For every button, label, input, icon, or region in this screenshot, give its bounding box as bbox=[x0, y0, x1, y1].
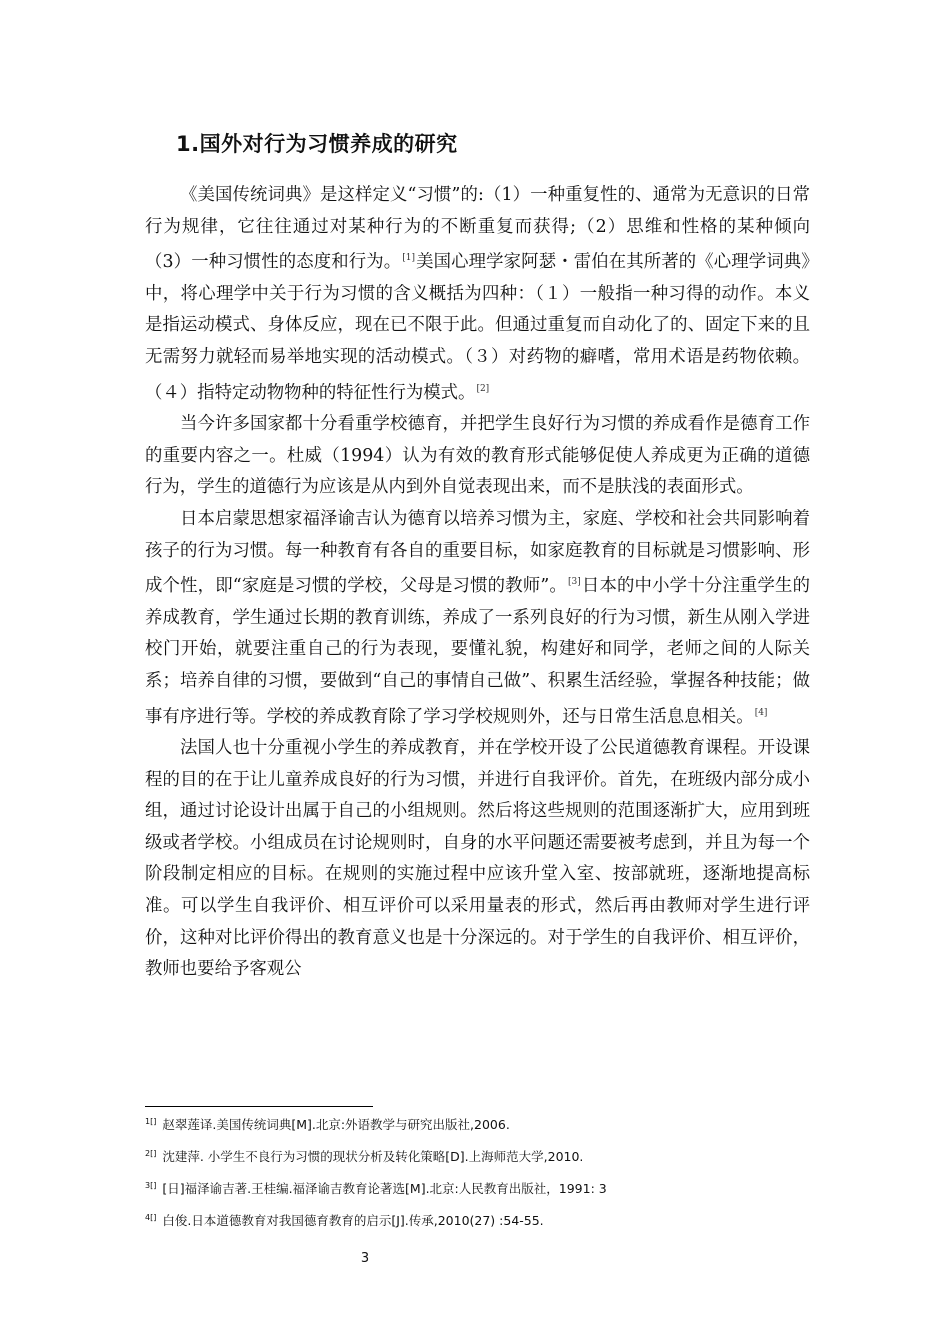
footnote-item bbox=[145, 1114, 815, 1133]
footnote-mark: 1[] bbox=[145, 1117, 157, 1126]
paragraph bbox=[145, 409, 810, 504]
footnote-mark: 4[] bbox=[145, 1213, 157, 1222]
footnotes bbox=[145, 1114, 815, 1242]
citation-marker[interactable]: [3] bbox=[567, 577, 581, 588]
footnote-text: [日]福泽谕吉著.王桂编.福泽谕吉教育论著选[M].北京:人民教育出版社，1991: 3 bbox=[162, 1181, 607, 1196]
citation-marker[interactable]: [2] bbox=[476, 383, 490, 394]
footnote-divider bbox=[145, 1106, 373, 1107]
paragraph-text: 美国心理学家阿瑟・雷伯在其所著的《心理学词典》中，将心理学中关于行为习惯的含义概括为四种：（１）一般指一种习得的动作。本义是指运动模式、身体反应，现在已不限于此。但通过重复而自动化了的、固定下来的且无需努力就轻而易举地实现的活动模式。（３）对药物的癖嗜，常用术语是药物依赖。（４）指特定动物物种的特征性行为模式。 bbox=[145, 252, 810, 403]
footnote-text: 赵翠莲译.美国传统词典[M].北京:外语教学与研究出版社,2006. bbox=[162, 1117, 510, 1132]
paragraph-text: 当今许多国家都十分看重学校德育，并把学生良好行为习惯的养成看作是德育工作的重要内容之一。杜威（1994）认为有效的教育形式能够促使人养成更为正确的道德行为，学生的道德行为应该是从内到外自觉表现出来，而不是肤浅的表面形式。 bbox=[145, 414, 810, 498]
footnote-text: 白俊.日本道德教育对我国德育教育的启示[J].传承,2010(27) :54-55. bbox=[162, 1213, 544, 1228]
footnote-item bbox=[145, 1210, 815, 1229]
section-heading: 1.国外对行为习惯养成的研究 bbox=[176, 132, 458, 156]
footnote-mark: 2[] bbox=[145, 1149, 157, 1158]
paragraph-text: 日本启蒙思想家福泽谕吉认为德育以培养习惯为主，家庭、学校和社会共同影响着孩子的行为习惯。每一种教育有各自的重要目标，如家庭教育的目标就是习惯影响、形成个性，即“家庭是习惯的学校，父母是习惯的教师”。 bbox=[145, 508, 810, 597]
citation-marker[interactable]: [1] bbox=[402, 253, 416, 264]
paragraph bbox=[145, 180, 810, 409]
paragraph bbox=[145, 733, 810, 986]
page-number: 3 bbox=[360, 1251, 370, 1266]
paragraph bbox=[145, 504, 810, 733]
footnote-item bbox=[145, 1146, 815, 1165]
citation-marker[interactable]: [4] bbox=[754, 707, 768, 718]
paragraph-text: 《美国传统词典》是这样定义“习惯”的:（1）一种重复性的、通常为无意识的日常行为规律，它往往通过对某种行为的不断重复而获得;（2）思维和性格的某种倾向 （3）一种习惯性的态度和行为。 bbox=[145, 185, 810, 273]
footnote-mark: 3[] bbox=[145, 1181, 157, 1190]
paragraph-text: 日本的中小学十分注重学生的养成教育，学生通过长期的教育训练，养成了一系列良好的行为习惯，新生从刚入学进校门开始，就要注重自己的行为表现，要懂礼貌，构建好和同学，老师之间的人际关系；培养自律的习惯，要做到“自己的事情自己做”、积累生活经验，掌握各种技能；做事有序进行等。学校的养成教育除了学习学校规则外，还与日常生活息息相关。 bbox=[145, 576, 810, 727]
footnote-item bbox=[145, 1178, 815, 1197]
paragraph-text: 法国人也十分重视小学生的养成教育，并在学校开设了公民道德教育课程。开设课程的目的在于让儿童养成良好的行为习惯，并进行自我评价。首先，在班级内部分成小组，通过讨论设计出属于自己的小组规则。然后将这些规则的范围逐渐扩大，应用到班级或者学校。小组成员在讨论规则时，自身的水平问题还需要被考虑到，并且为每一个阶段制定相应的目标。在规则的实施过程中应该升堂入室、按部就班，逐渐地提高标准。可以学生自我评价、相互评价可以采用量表的形式，然后再由教师对学生进行评价，这种对比评价得出的教育意义也是十分深远的。对于学生的自我评价、相互评价，教师也要给予客观公 bbox=[145, 738, 810, 980]
footnote-text: 沈建萍. 小学生不良行为习惯的现状分析及转化策略[D].上海师范大学,2010. bbox=[162, 1149, 584, 1164]
body-text bbox=[145, 180, 810, 986]
